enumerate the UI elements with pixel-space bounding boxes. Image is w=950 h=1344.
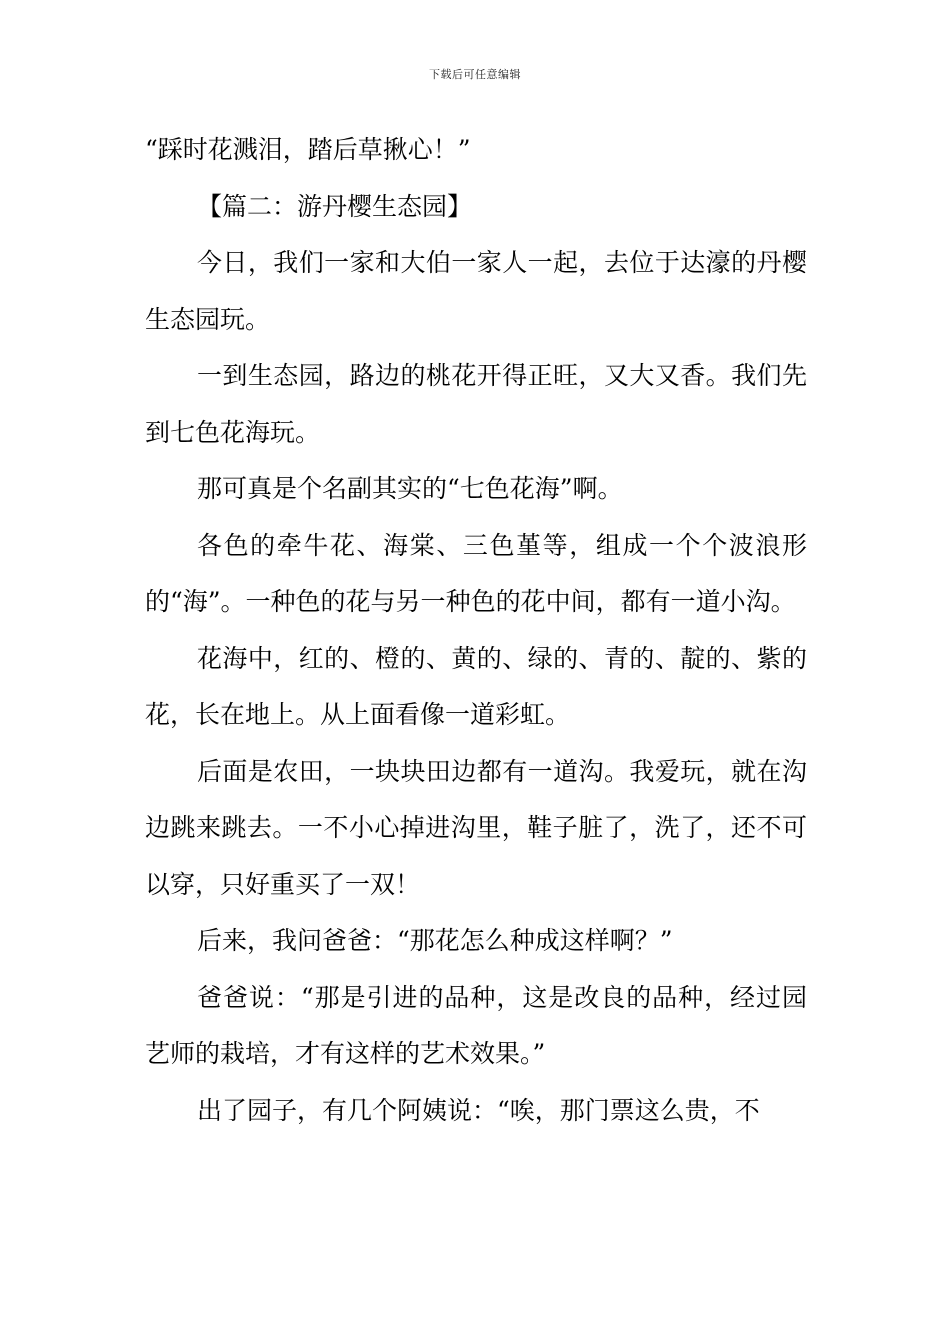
- paragraph: 后来，我问爸爸：“那花怎么种成这样啊？”: [197, 926, 673, 955]
- section-heading: 【篇二：游丹樱生态园】: [197, 191, 473, 221]
- page-header: 下载后可任意编辑: [429, 68, 521, 81]
- paragraph: “踩时花溅泪，踏后草揪心！”: [145, 135, 471, 164]
- paragraph: 一到生态园，路边的桃花开得正旺，又大又香。我们先到七色花海玩。: [145, 361, 807, 447]
- paragraph: 那可真是个名副其实的“七色花海”啊。: [197, 474, 623, 503]
- document-body: [145, 122, 807, 1139]
- paragraph: 出了园子，有几个阿姨说：“唉，那门票这么贵，不: [197, 1095, 760, 1125]
- paragraph: 各色的牵牛花、海棠、三色堇等，组成一个个波浪形的“海”。一种色的花与另一种色的花中间，都有一道小沟。: [145, 530, 807, 616]
- paragraph: 今日，我们一家和大伯一家人一起，去位于达濠的丹樱生态园玩。: [145, 248, 807, 334]
- paragraph: 花海中，红的、橙的、黄的、绿的、青的、靛的、紫的花，长在地上。从上面看像一道彩虹。: [145, 643, 807, 729]
- paragraph: 爸爸说：“那是引进的品种，这是改良的品种，经过园艺师的栽培，才有这样的艺术效果。”: [145, 982, 807, 1068]
- paragraph: 后面是农田，一块块田边都有一道沟。我爱玩，就在沟边跳来跳去。一不小心掉进沟里，鞋子脏了，洗了，还不可以穿，只好重买了一双！: [145, 756, 807, 899]
